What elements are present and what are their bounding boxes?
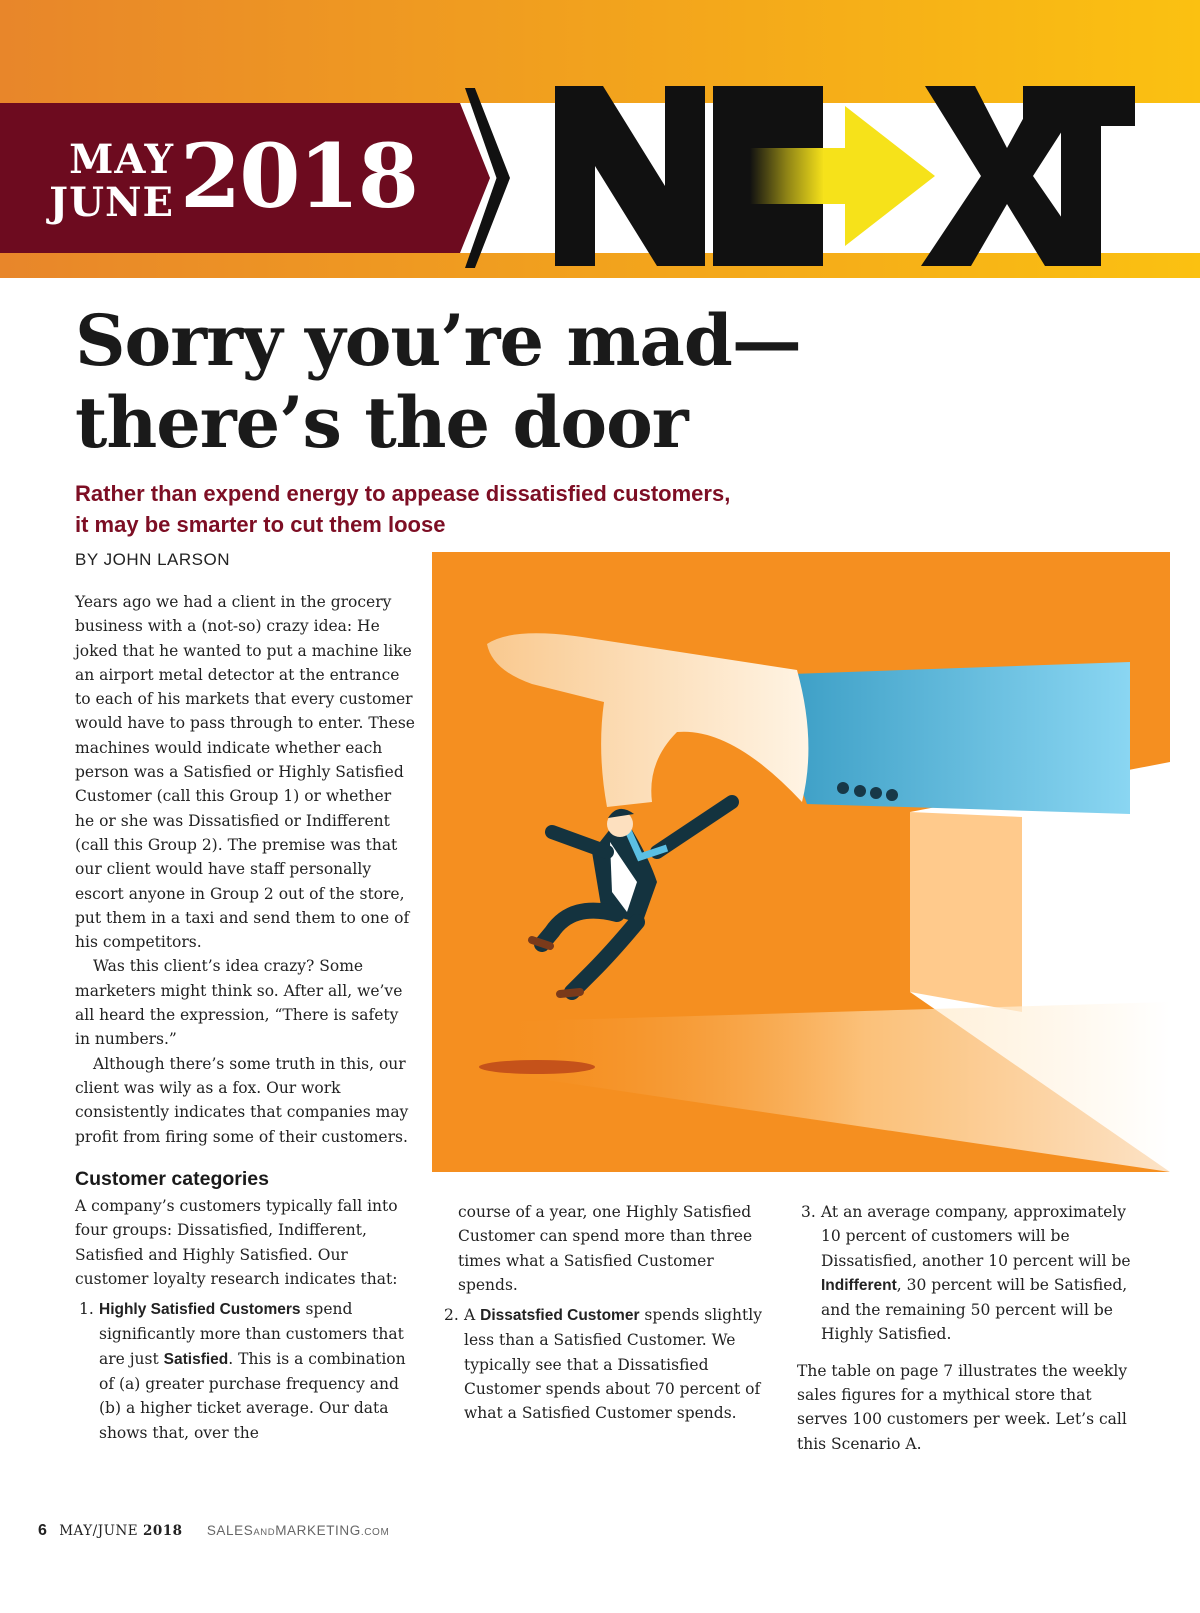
list-text: . This is a combination of (a) greater purchase frequency and (b) a higher ticket average. Our data shows that, over the bbox=[99, 1349, 406, 1442]
findings-list bbox=[440, 1303, 775, 1425]
footer-site-url[interactable] bbox=[207, 1523, 390, 1538]
headline-line-1: Sorry you’re mad— bbox=[75, 299, 801, 382]
findings-list bbox=[797, 1200, 1142, 1347]
list-item-continued: course of a year, one Highly Satisfied Customer can spend more than three times what a Satisfied Customer spends. bbox=[458, 1203, 753, 1294]
article-dek bbox=[75, 478, 795, 540]
categories-intro: A company’s customers typically fall into four groups: Dissatisfied, Indifferent, Satisfied and Highly Satisfied. Our customer loyalty research indicates that: bbox=[75, 1197, 398, 1288]
findings-list bbox=[75, 1297, 415, 1445]
intro-paragraph: Although there’s some truth in this, our client was wily as a fox. Our work consistently indicates that companies may profit from firing some of their customers. bbox=[75, 1054, 409, 1146]
list-text: A bbox=[464, 1306, 481, 1325]
column-two bbox=[440, 1200, 775, 1426]
term-dissatisfied: Dissatsfied Customer bbox=[480, 1307, 640, 1325]
dek-line-2: it may be smarter to cut them loose bbox=[75, 512, 446, 537]
dek-line-1: Rather than expend energy to appease dissatisfied customers, bbox=[75, 481, 731, 506]
issue-months bbox=[34, 138, 174, 224]
issue-year: 2018 bbox=[180, 124, 417, 228]
list-text: At an average company, approximately 10 percent of customers will be Dissatisfied, another 10 percent will be bbox=[821, 1203, 1131, 1270]
term-satisfied: Satisfied bbox=[163, 1350, 229, 1368]
article-illustration bbox=[432, 552, 1170, 1172]
intro-paragraph: Years ago we had a client in the grocery business with a (not-so) crazy idea: He joked that he wanted to put a machine like an airport metal detector at the entrance to each of his markets that every customer would have to pass through to enter. These machines would indicate whether each person was a Satisfied or Highly Satisfied Customer (call this Group 1) or whether he or she was Dissatisfied or Indifferent (call this Group 2). The premise was that our client would have staff personally escort anyone in Group 2 out of the store, put them in a taxi and send them to one of his competitors. bbox=[75, 593, 415, 952]
section-subhead: Customer categories bbox=[75, 1168, 269, 1190]
site-tld: .COM bbox=[360, 1527, 390, 1538]
sleeve-button bbox=[870, 787, 882, 799]
site-word-and: AND bbox=[253, 1527, 276, 1538]
site-word-sales: SALES bbox=[206, 1523, 254, 1538]
footer-issue bbox=[59, 1523, 182, 1539]
list-number: 1. bbox=[79, 1300, 94, 1319]
page-footer bbox=[38, 1522, 389, 1540]
sleeve-button bbox=[886, 789, 898, 801]
next-letter-n bbox=[555, 86, 705, 266]
column-three bbox=[797, 1200, 1142, 1456]
doorway-jamb bbox=[910, 812, 1022, 1012]
sleeve-button bbox=[837, 782, 849, 794]
issue-banner bbox=[0, 0, 1200, 278]
intro-text-block bbox=[75, 590, 415, 1149]
list-item bbox=[797, 1200, 1142, 1347]
intro-paragraph: Was this client’s idea crazy? Some marketers might think so. After all, we’ve all heard the expression, “There is safety in numbers.” bbox=[75, 957, 403, 1049]
list-number: 3. bbox=[801, 1203, 816, 1221]
floor-shadow bbox=[479, 1060, 595, 1074]
issue-month-2: JUNE bbox=[49, 179, 174, 226]
next-section-logo bbox=[555, 86, 1135, 266]
footer-issue-month: MAY/JUNE bbox=[59, 1523, 143, 1539]
list-text: , 30 percent will be Satisfied, and the remaining 50 percent will be Highly Satisfied. bbox=[821, 1275, 1128, 1344]
headline-line-2: there’s the door bbox=[75, 381, 688, 464]
term-indifferent: Indifferent bbox=[821, 1276, 897, 1294]
article-headline bbox=[75, 300, 1075, 464]
list-item bbox=[440, 1303, 775, 1425]
sleeve-button bbox=[854, 785, 866, 797]
list-text: spend significantly more than customers that are just bbox=[99, 1300, 404, 1368]
list-number: 2. bbox=[444, 1306, 459, 1325]
issue-month-1: MAY bbox=[69, 136, 174, 183]
byline: BY JOHN LARSON bbox=[75, 550, 231, 569]
term-highly-satisfied: Highly Satisfied Customers bbox=[99, 1301, 301, 1319]
site-word-marketing: MARKETING bbox=[275, 1523, 361, 1538]
closing-paragraph: The table on page 7 illustrates the weekly sales figures for a mythical store that serves 100 customers per week. Let’s call this Scenario A. bbox=[797, 1361, 1128, 1453]
categories-text-block bbox=[75, 1166, 415, 1445]
list-text: spends slightly less than a Satisfied Customer. We typically see that a Dissatisfied Customer spends about 70 percent of what a Satisfied Customer spends. bbox=[464, 1306, 762, 1423]
footer-issue-year: 2018 bbox=[142, 1523, 183, 1539]
list-item bbox=[75, 1297, 415, 1445]
page-number: 6 bbox=[38, 1522, 47, 1539]
